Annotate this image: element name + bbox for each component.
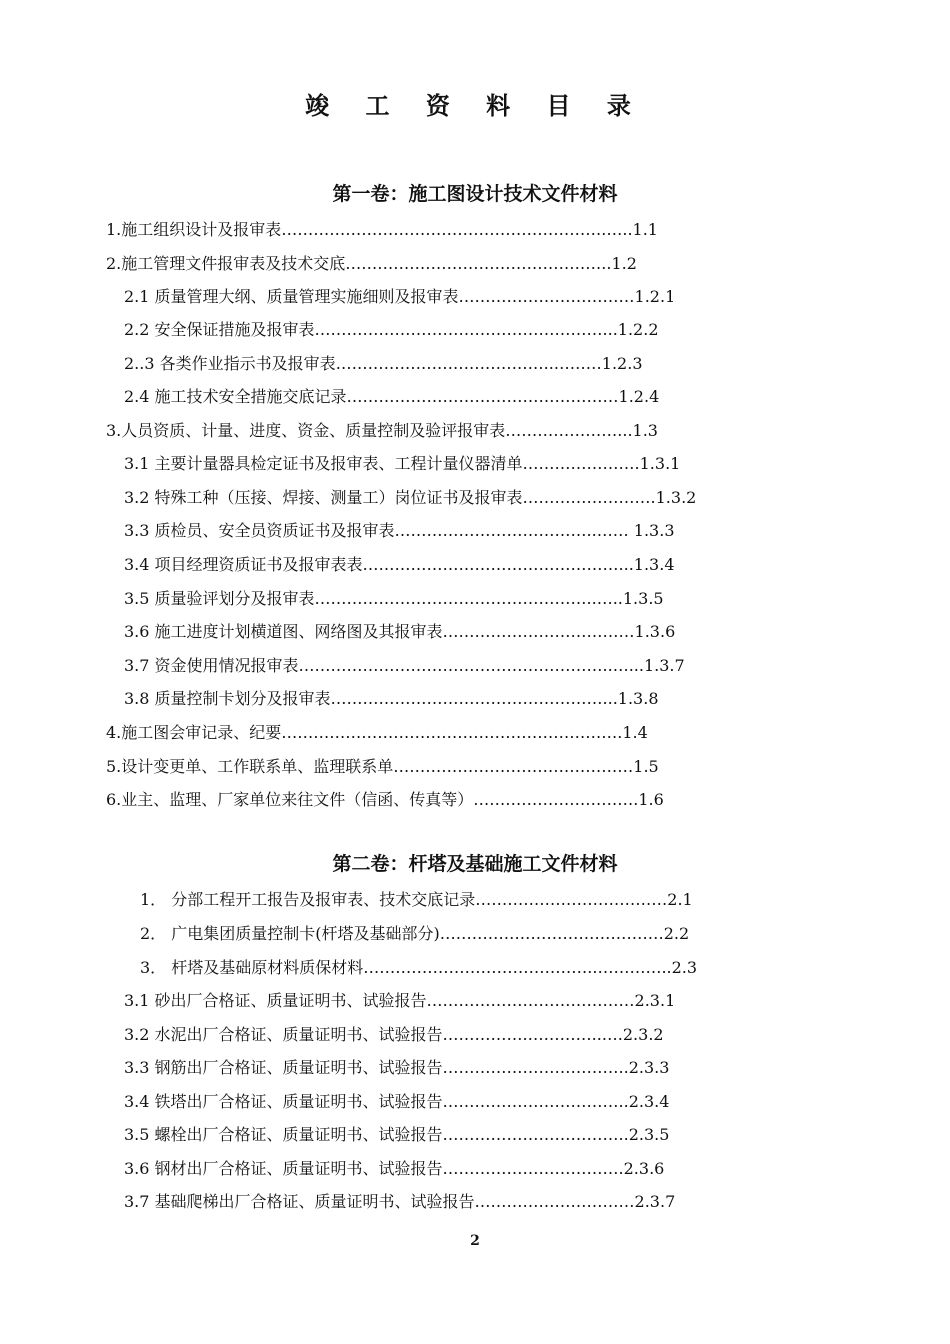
document-title: 竣 工 资 料 目 录 <box>305 91 645 120</box>
toc-entry: 3． 杆塔及基础原材料质保材料……………………………………..…………..2.3 <box>140 958 698 977</box>
toc-entry: 3.6 钢材出厂合格证、质量证明书、试验报告…………………………….2.3.6 <box>124 1159 665 1178</box>
toc-entry: 3.8 质量控制卡划分及报审表……………………………………………...1.3.8 <box>124 689 659 708</box>
section-heading-volume-1: 第一卷：施工图设计技术文件材料 <box>332 183 618 205</box>
page-number: 2 <box>470 1233 480 1249</box>
toc-entry: 2..3 各类作业指示书及报审表…………………………………..………1.2.3 <box>124 354 643 373</box>
toc-entry: 3.1 砂出厂合格证、质量证明书、试验报告…………………………………2.3.1 <box>124 991 676 1010</box>
toc-entry: 2.1 质量管理大纲、质量管理实施细则及报审表……………………………1.2.1 <box>124 287 676 306</box>
section-heading-volume-2: 第二卷：杆塔及基础施工文件材料 <box>332 853 618 875</box>
toc-entry: 2． 广电集团质量控制卡(杆塔及基础部分)……………………………………2.2 <box>140 924 690 943</box>
toc-entry: 3.5 螺栓出厂合格证、质量证明书、试验报告……………………………..2.3.5 <box>124 1125 670 1144</box>
toc-entry: 3.6 施工进度计划横道图、网络图及其报审表………………………………1.3.6 <box>124 622 676 641</box>
toc-entry: 1.施工组织设计及报审表…………………………………………………….…..1.1 <box>106 220 658 239</box>
toc-entry: 3.2 特殊工种（压接、焊接、测量工）岗位证书及报审表…………………….1.3.2 <box>124 488 697 507</box>
toc-entry: 3.人员资质、计量、进度、资金、质量控制及验评报审表…………………...1.3 <box>106 421 658 440</box>
toc-entry: 6.业主、监理、厂家单位来往文件（信函、传真等）………………………….1.6 <box>106 790 664 809</box>
toc-entry: 2.2 安全保证措施及报审表………………………………………………...1.2.2 <box>124 320 659 339</box>
toc-entry: 3.4 项目经理资质证书及报审表表…………………………………………...1.3.4 <box>124 555 675 574</box>
toc-entry: 3.4 铁塔出厂合格证、质量证明书、试验报告……………………………..2.3.4 <box>124 1092 670 1111</box>
toc-entry: 3.7 资金使用情况报审表…………………………………………………..…...1.3.7 <box>124 656 685 675</box>
toc-entry: 5.设计变更单、工作联系单、监理联系单………………………………………1.5 <box>106 757 659 776</box>
toc-entry: 2.施工管理文件报审表及技术交底…………………………………………..1.2 <box>106 254 637 273</box>
toc-entry: 3.3 钢筋出厂合格证、质量证明书、试验报告……………………………..2.3.3 <box>124 1058 670 1077</box>
toc-entry: 3.5 质量验评划分及报审表……………………………………………..…..1.3.5 <box>124 589 664 608</box>
toc-entry: 1． 分部工程开工报告及报审表、技术交底记录………………………………2.1 <box>140 890 693 909</box>
toc-entry: 3.3 质检员、安全员资质证书及报审表………………………………..…… 1.3.3 <box>124 521 675 540</box>
toc-entry: 2.4 施工技术安全措施交底记录……………………………………………1.2.4 <box>124 387 660 406</box>
toc-entry: 3.7 基础爬梯出厂合格证、质量证明书、试验报告…………………………2.3.7 <box>124 1192 676 1211</box>
toc-entry: 3.2 水泥出厂合格证、质量证明书、试验报告…………….…………..….2.3.2 <box>124 1025 664 1044</box>
toc-entry: 3.1 主要计量器具检定证书及报审表、工程计量仪器清单………………….1.3.1 <box>124 454 681 473</box>
toc-entry: 4.施工图会审记录、纪要……………………………………………………….1.4 <box>106 723 648 742</box>
